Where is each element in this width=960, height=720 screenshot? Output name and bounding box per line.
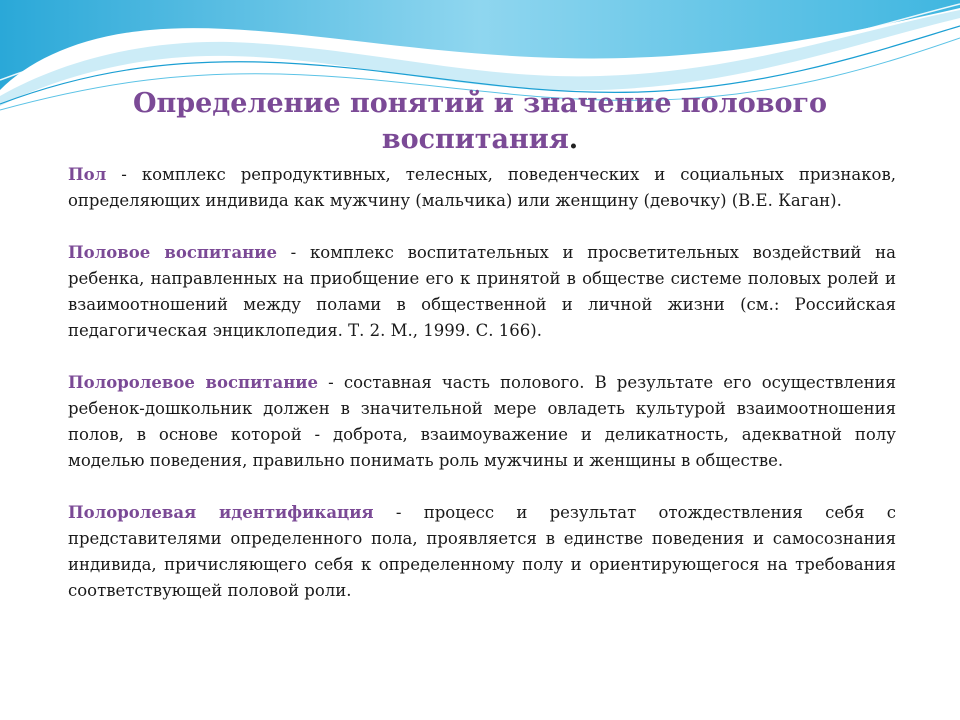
slide-title-line1: Определение понятий и значение полового [132,88,828,119]
definition-paragraph [68,240,896,344]
definition-term: Половое воспитание [68,243,277,262]
definition-text: - процесс и результат отождествления себя с представителями определенного пола, проявляется в единстве поведения и самосознания индивида, причисляющего себя к определенному полу и ориентирующегося на требования соответствующей половой роли. [68,503,896,600]
slide-title-period: . [568,124,579,155]
definition-term: Полоролевая идентификация [68,503,374,522]
definitions-list [68,162,896,630]
definition-paragraph [68,162,896,214]
slide-title-line2: воспитания [381,124,569,155]
definition-text: - комплекс репродуктивных, телесных, поведенческих и социальных признаков, определяющих индивида как мужчину (мальчика) или женщину (девочку) (В.Е. Каган). [68,165,896,210]
slide-title [90,86,870,158]
definition-text: - составная часть полового. В результате его осуществления ребенок-дошкольник должен в значительной мере овладеть культурой взаимоотношения полов, в основе которой - доброта, взаимоуважение и деликатность, адекватной полу моделью поведения, правильно понимать роль мужчины и женщины в обществе. [68,373,897,470]
definition-term: Полоролевое воспитание [68,373,319,392]
definition-text: - комплекс воспитательных и просветительных воздействий на ребенка, направленных на приобщение его к принятой в обществе системе половых ролей и взаимоотношений между полами в общественной и личной жизни (см.: Российская педагогическая энциклопедия. Т. 2. М., 1999. С. 166). [68,243,896,340]
definition-term: Пол [68,165,107,184]
definition-paragraph [68,500,896,604]
definition-paragraph [68,370,896,474]
